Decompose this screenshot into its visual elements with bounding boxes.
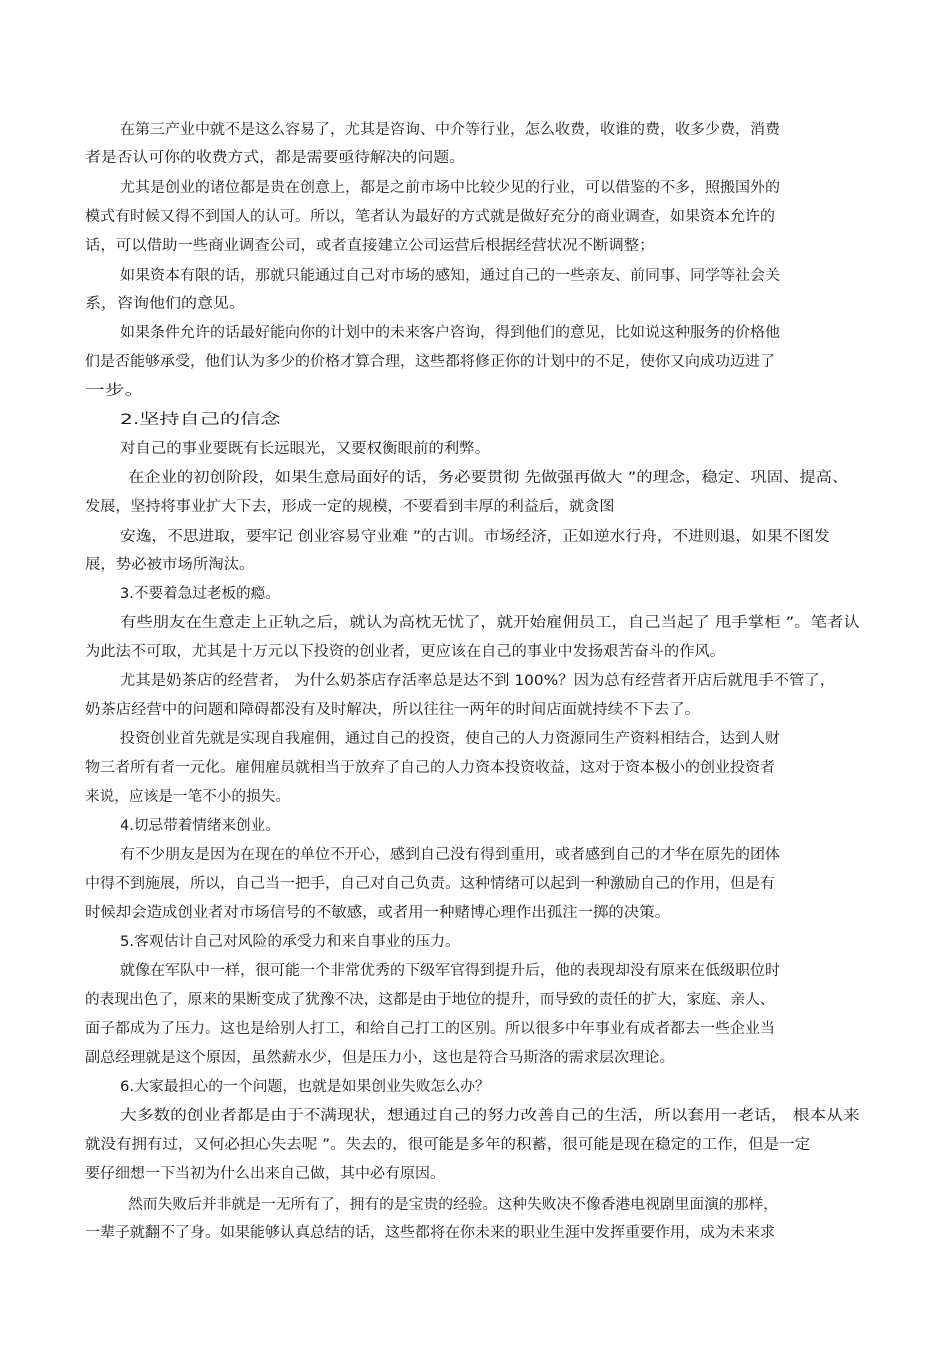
- text-line: 安逸，不思进取，要牢记 创业容易守业难 ”的古训。市场经济，正如逆水行舟，不进则退，如果不图发: [120, 529, 830, 545]
- text-line: 话，可以借助一些商业调查公司，或者直接建立公司运营后根据经营状况不断调整；: [85, 238, 655, 254]
- section-heading: 6.大家最担心的一个问题，也就是如果创业失败怎么办？: [120, 1079, 490, 1095]
- text-line: 面子都成为了压力。这也是给别人打工，和给自己打工的区别。所以很多中年事业有成者都去一些企业当: [85, 1021, 776, 1037]
- text-line: 的表现出色了，原来的果断变成了犹豫不决，这都是由于地位的提升，而导致的责任的扩大，家庭、亲人、: [85, 992, 775, 1008]
- text-line: 展，势必被市场所淘汰。: [85, 557, 255, 573]
- text-line: 在企业的初创阶段，如果生意局面好的话，务必要贯彻 先做强再做大 ”的理念，稳定、巩固、提高、: [128, 470, 849, 486]
- section-heading: 2.坚持自己的信念: [120, 412, 281, 428]
- text-line: 就像在军队中一样，很可能一个非常优秀的下级军官得到提升后，他的表现却没有原来在低级职位时: [120, 963, 781, 979]
- text-line: 投资创业首先就是实现自我雇佣，通过自己的投资，使自己的人力资源同生产资料相结合，达到人财: [120, 731, 781, 747]
- text-line: 们是否能够承受，他们认为多少的价格才算合理，这些都将修正你的计划中的不足，使你又向成功迈进了: [85, 354, 776, 370]
- text-line: 一步。: [85, 383, 145, 399]
- text-line: 尤其是奶茶店的经营者， 为什么奶茶店存活率总是达不到 100%？因为总有经营者开店后就甩手不管了，: [120, 673, 836, 689]
- text-line: 为此法不可取，尤其是十万元以下投资的创业者，更应该在自己的事业中发扬艰苦奋斗的作风。: [85, 644, 725, 660]
- section-heading: 4.切忌带着情绪来创业。: [120, 818, 280, 834]
- section-heading: 5.客观估计自己对风险的承受力和来自事业的压力。: [120, 934, 460, 950]
- text-line: 模式有时候又得不到国人的认可。所以，笔者认为最好的方式就是做好充分的商业调查，如果资本允许的: [85, 209, 776, 225]
- text-line: 对自己的事业要既有长远眼光，又要权衡眼前的利弊。: [120, 441, 490, 457]
- text-line: 物三者所有者一元化。雇佣雇员就相当于放弃了自己的人力资本投资收益，这对于资本极小的创业投资者: [85, 760, 776, 776]
- text-line: 有些朋友在生意走上正轨之后，就认为高枕无忧了，就开始雇佣员工，自己当起了 甩手掌柜 ”。笔者认: [120, 615, 860, 631]
- text-line: 然而失败后并非就是一无所有了，拥有的是宝贵的经验。这种失败决不像香港电视剧里面演的那样，: [128, 1197, 778, 1213]
- text-line: 要仔细想一下当初为什么出来自己做，其中必有原因。: [85, 1166, 446, 1182]
- text-line: 奶茶店经营中的问题和障碍都没有及时解决，所以往往一两年的时间店面就持续不下去了。: [85, 702, 700, 718]
- text-line: 大多数的创业者都是由于不满现状，想通过自己的努力改善自己的生活，所以套用一老话， 根本从来: [120, 1108, 860, 1124]
- section-heading: 3.不要着急过老板的瘾。: [120, 586, 280, 602]
- text-line: 在第三产业中就不是这么容易了，尤其是咨询、中介等行业，怎么收费，收谁的费，收多少费，消费: [120, 122, 781, 138]
- text-line: 就没有拥有过，又何必担心失去呢 ”。失去的，很可能是多年的积蓄，很可能是现在稳定的工作，但是一定: [85, 1137, 811, 1153]
- text-line: 副总经理就是这个原因，虽然薪水少，但是压力小，这也是符合马斯洛的需求层次理论。: [85, 1050, 675, 1066]
- text-line: 系，咨询他们的意见。: [85, 296, 245, 312]
- text-line: 者是否认可你的收费方式，都是需要亟待解决的问题。: [85, 150, 466, 166]
- text-line: 如果条件允许的话最好能向你的计划中的未来客户咨询，得到他们的意见，比如说这种服务的价格他: [120, 325, 781, 341]
- text-line: 中得不到施展，所以，自己当一把手，自己对自己负责。这种情绪可以起到一种激励自己的作用，但是有: [85, 876, 776, 892]
- text-line: 发展，坚持将事业扩大下去，形成一定的规模，不要看到丰厚的利益后，就贪图: [85, 499, 615, 515]
- text-line: 来说，应该是一笔不小的损失。: [85, 789, 291, 805]
- text-line: 尤其是创业的诸位都是贵在创意上，都是之前市场中比较少见的行业，可以借鉴的不多，照搬国外的: [120, 180, 781, 196]
- text-line: 时候却会造成创业者对市场信号的不敏感，或者用一种赌博心理作出孤注一掷的决策。: [85, 905, 670, 921]
- text-line: 如果资本有限的话，那就只能通过自己对市场的感知，通过自己的一些亲友、前同事、同学等社会关: [120, 268, 781, 284]
- text-line: 一辈子就翻不了身。如果能够认真总结的话，这些都将在你未来的职业生涯中发挥重要作用，成为未来求: [85, 1225, 776, 1241]
- text-line: 有不少朋友是因为在现在的单位不开心，感到自己没有得到重用，或者感到自己的才华在原先的团体: [120, 847, 781, 863]
